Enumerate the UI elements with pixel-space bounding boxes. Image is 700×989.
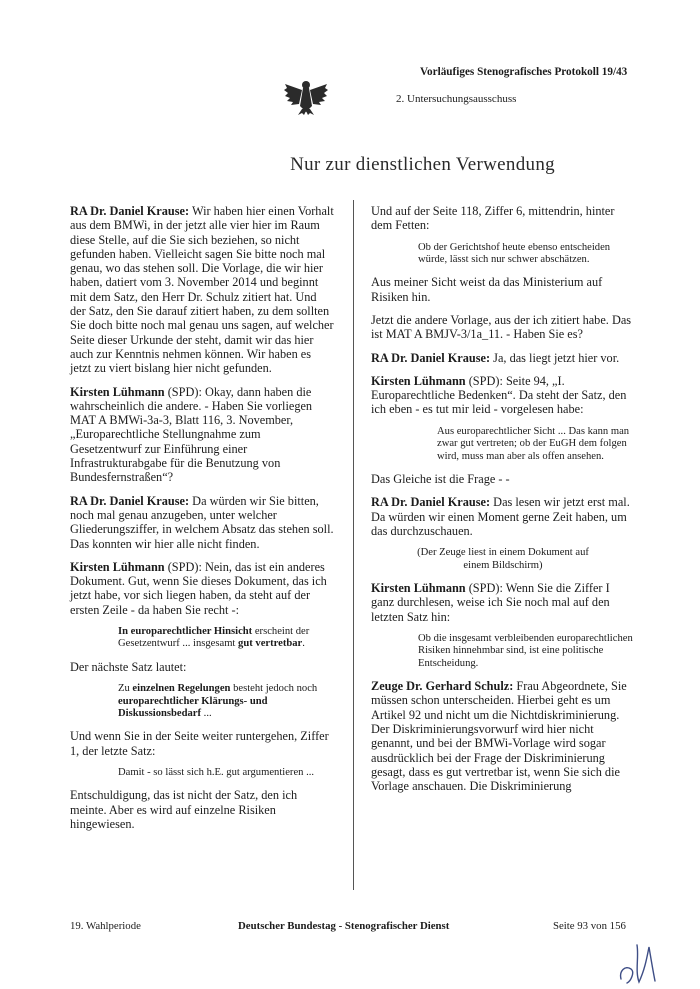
speaker-name: Zeuge Dr. Gerhard Schulz: <box>371 679 514 694</box>
quote-emphasis: einzelnen Regelungen <box>132 683 231 695</box>
paragraph <box>371 374 635 417</box>
footer-publisher: Deutscher Bundestag - Stenografischer Dienst <box>238 920 450 932</box>
speaker-name: RA Dr. Daniel Krause: <box>70 204 190 218</box>
block-quote: Ob der Gerichtshof heute ebenso entscheiden würde, lässt sich nur schwer abschätzen. <box>418 241 611 265</box>
paragraph <box>70 560 335 617</box>
paragraph <box>70 204 335 376</box>
paragraph <box>371 679 635 793</box>
quote-text: besteht jedoch noch <box>230 683 318 695</box>
quote-text: ... <box>201 707 212 719</box>
block-quote: Aus europarechtlicher Sicht ... Das kann man zwar gut vertreten; ob der EuGH dem folgen wird, muss man aber als offen ansehen. <box>437 425 630 462</box>
paragraph: Aus meiner Sicht weist da das Ministerium auf Risiken hin. <box>371 275 603 304</box>
paragraph <box>371 581 635 624</box>
quote-emphasis: europarechtlicher Klärungs- und Diskussionsbedarf <box>118 695 268 719</box>
paragraph <box>371 351 635 365</box>
block-quote <box>70 626 335 651</box>
paragraph: Jetzt die andere Vorlage, aus der ich zitiert habe. Das ist MAT A BMJV-3/1a_11. - Haben Sie es? <box>371 313 632 342</box>
speaker-name: RA Dr. Daniel Krause: <box>371 495 491 510</box>
speech-text: (SPD): Okay, dann haben die wahrscheinlich die andere. - Haben Sie vorliegen MAT A BMWi-3a-3, Blatt 116, 3. November, „Europarechtliche Stellungnahme zum Gesetzentwurf zur Einführung einer Infrastrukturabgabe für die Benutzung von Bundesfernstraßen“? <box>70 384 313 485</box>
left-column <box>70 204 335 840</box>
block-quote <box>70 683 335 720</box>
footer-page-number: Seite 93 von 156 <box>553 920 626 932</box>
speech-text: Ja, das liegt jetzt hier vor. <box>490 350 620 365</box>
paragraph <box>371 495 635 538</box>
paragraph <box>70 494 335 551</box>
quote-text: erscheint der Gesetzentwurf ... insgesamt <box>118 626 310 650</box>
speech-text: Das lesen wir jetzt erst mal. Da würden wir einen Moment gerne Zeit haben, um das durchzuschauen. <box>371 495 630 538</box>
footer-period: 19. Wahlperiode <box>70 920 141 932</box>
federal-eagle-icon <box>283 78 329 116</box>
quote-emphasis: gut vertretbar <box>238 638 303 650</box>
paragraph: Entschuldigung, das ist nicht der Satz, den ich meinte. Aber es wird auf einzelne Risiken hingewiesen. <box>70 788 298 831</box>
speaker-name: Kirsten Lühmann <box>371 581 466 595</box>
speaker-name: RA Dr. Daniel Krause: <box>70 493 190 508</box>
paragraph: Der nächste Satz lautet: <box>70 659 187 674</box>
block-quote: Ob die insgesamt verbleibenden europarechtlichen Risiken hinnehmbar sind, ist eine politische Entscheidung. <box>418 632 633 669</box>
speech-text: (SPD): Nein, das ist ein anderes Dokument. Gut, wenn Sie dieses Dokument, das ich jetzt habe, vor sich liegen haben, da steht auf der ersten Zeile - da haben Sie recht -: <box>70 559 327 617</box>
speech-text: Da würden wir Sie bitten, noch mal genau anzugeben, unter welcher Gliederungsziffer, in welchem Absatz das stehen soll. Das konnten wir hier alle nicht finden. <box>70 493 334 551</box>
speech-text: Wir haben hier einen Vorhalt aus dem BMWi, in der jetzt alle vier hier im Raum diese Stelle, auf die Sie sich beziehen, so nicht gefunden haben. Vielleicht sagen Sie bitte noch mal genau, wo das stehen soll. Die Vorlage, die wir hier haben, datiert vom 3. November 2014 und beginnt mit dem Satz, den Herr Dr. Schulz zitiert hat. Und der Satz, den Sie darauf zitiert haben, zu dem sollten Sie doch bitte noch mal genau uns sagen, auf welcher Seite dieser Urkunde der steht, damit wir das hier auch zur Kenntnis nehmen können. Wir haben es jetzt zu viert bislang hier nicht gefunden. <box>70 204 334 376</box>
speech-text: Frau Abgeordnete, Sie müssen schon unterscheiden. Hierbei geht es um Artikel 92 und nicht um die Nichtdiskriminierung. Der Diskriminierungsvorwurf wird hier nicht genannt, und bei der BMWi-Vorlage wird sogar ausdrücklich bei der Frage der Diskriminierung gesagt, dass es gut vertretbar ist, wenn Sie sich die Vorlage anschauen. Die Diskriminierung <box>371 679 627 794</box>
paragraph: Das Gleiche ist die Frage - - <box>371 472 510 486</box>
stage-direction: (Der Zeuge liest in einem Dokument auf einem Bildschirm) <box>417 547 589 571</box>
paragraph <box>70 385 335 485</box>
speaker-name: Kirsten Lühmann <box>371 373 466 388</box>
speaker-name: RA Dr. Daniel Krause: <box>371 350 491 365</box>
speech-text: (SPD): Wenn Sie die Ziffer I ganz durchlesen, weise ich Sie noch mal auf den letzten Satz hin: <box>371 581 610 624</box>
quote-emphasis: In europarechtlicher Hinsicht <box>118 626 253 638</box>
paragraph: Und wenn Sie in der Seite weiter runtergehen, Ziffer 1, der letzte Satz: <box>70 729 329 758</box>
committee-label: 2. Untersuchungsausschuss <box>396 93 517 105</box>
block-quote: Damit - so lässt sich h.E. gut argumentieren ... <box>118 766 315 778</box>
handwritten-signature-icon <box>615 935 665 985</box>
protocol-label: Vorläufiges Stenografisches Protokoll 19/43 <box>420 66 628 78</box>
speaker-name: Kirsten Lühmann <box>70 384 165 399</box>
speech-text: (SPD): Seite 94, „I. Europarechtliche Bedenken“. Da steht der Satz, den ich eben - es tut mir leid - vorgelesen habe: <box>371 373 627 417</box>
page-title: Nur zur dienstlichen Verwendung <box>290 154 555 175</box>
paragraph: Und auf der Seite 118, Ziffer 6, mittendrin, hinter dem Fetten: <box>371 204 615 233</box>
right-column <box>371 204 635 802</box>
column-divider <box>353 200 354 890</box>
quote-text: . <box>302 638 305 650</box>
speaker-name: Kirsten Lühmann <box>70 559 165 574</box>
quote-text: Zu <box>118 683 133 695</box>
